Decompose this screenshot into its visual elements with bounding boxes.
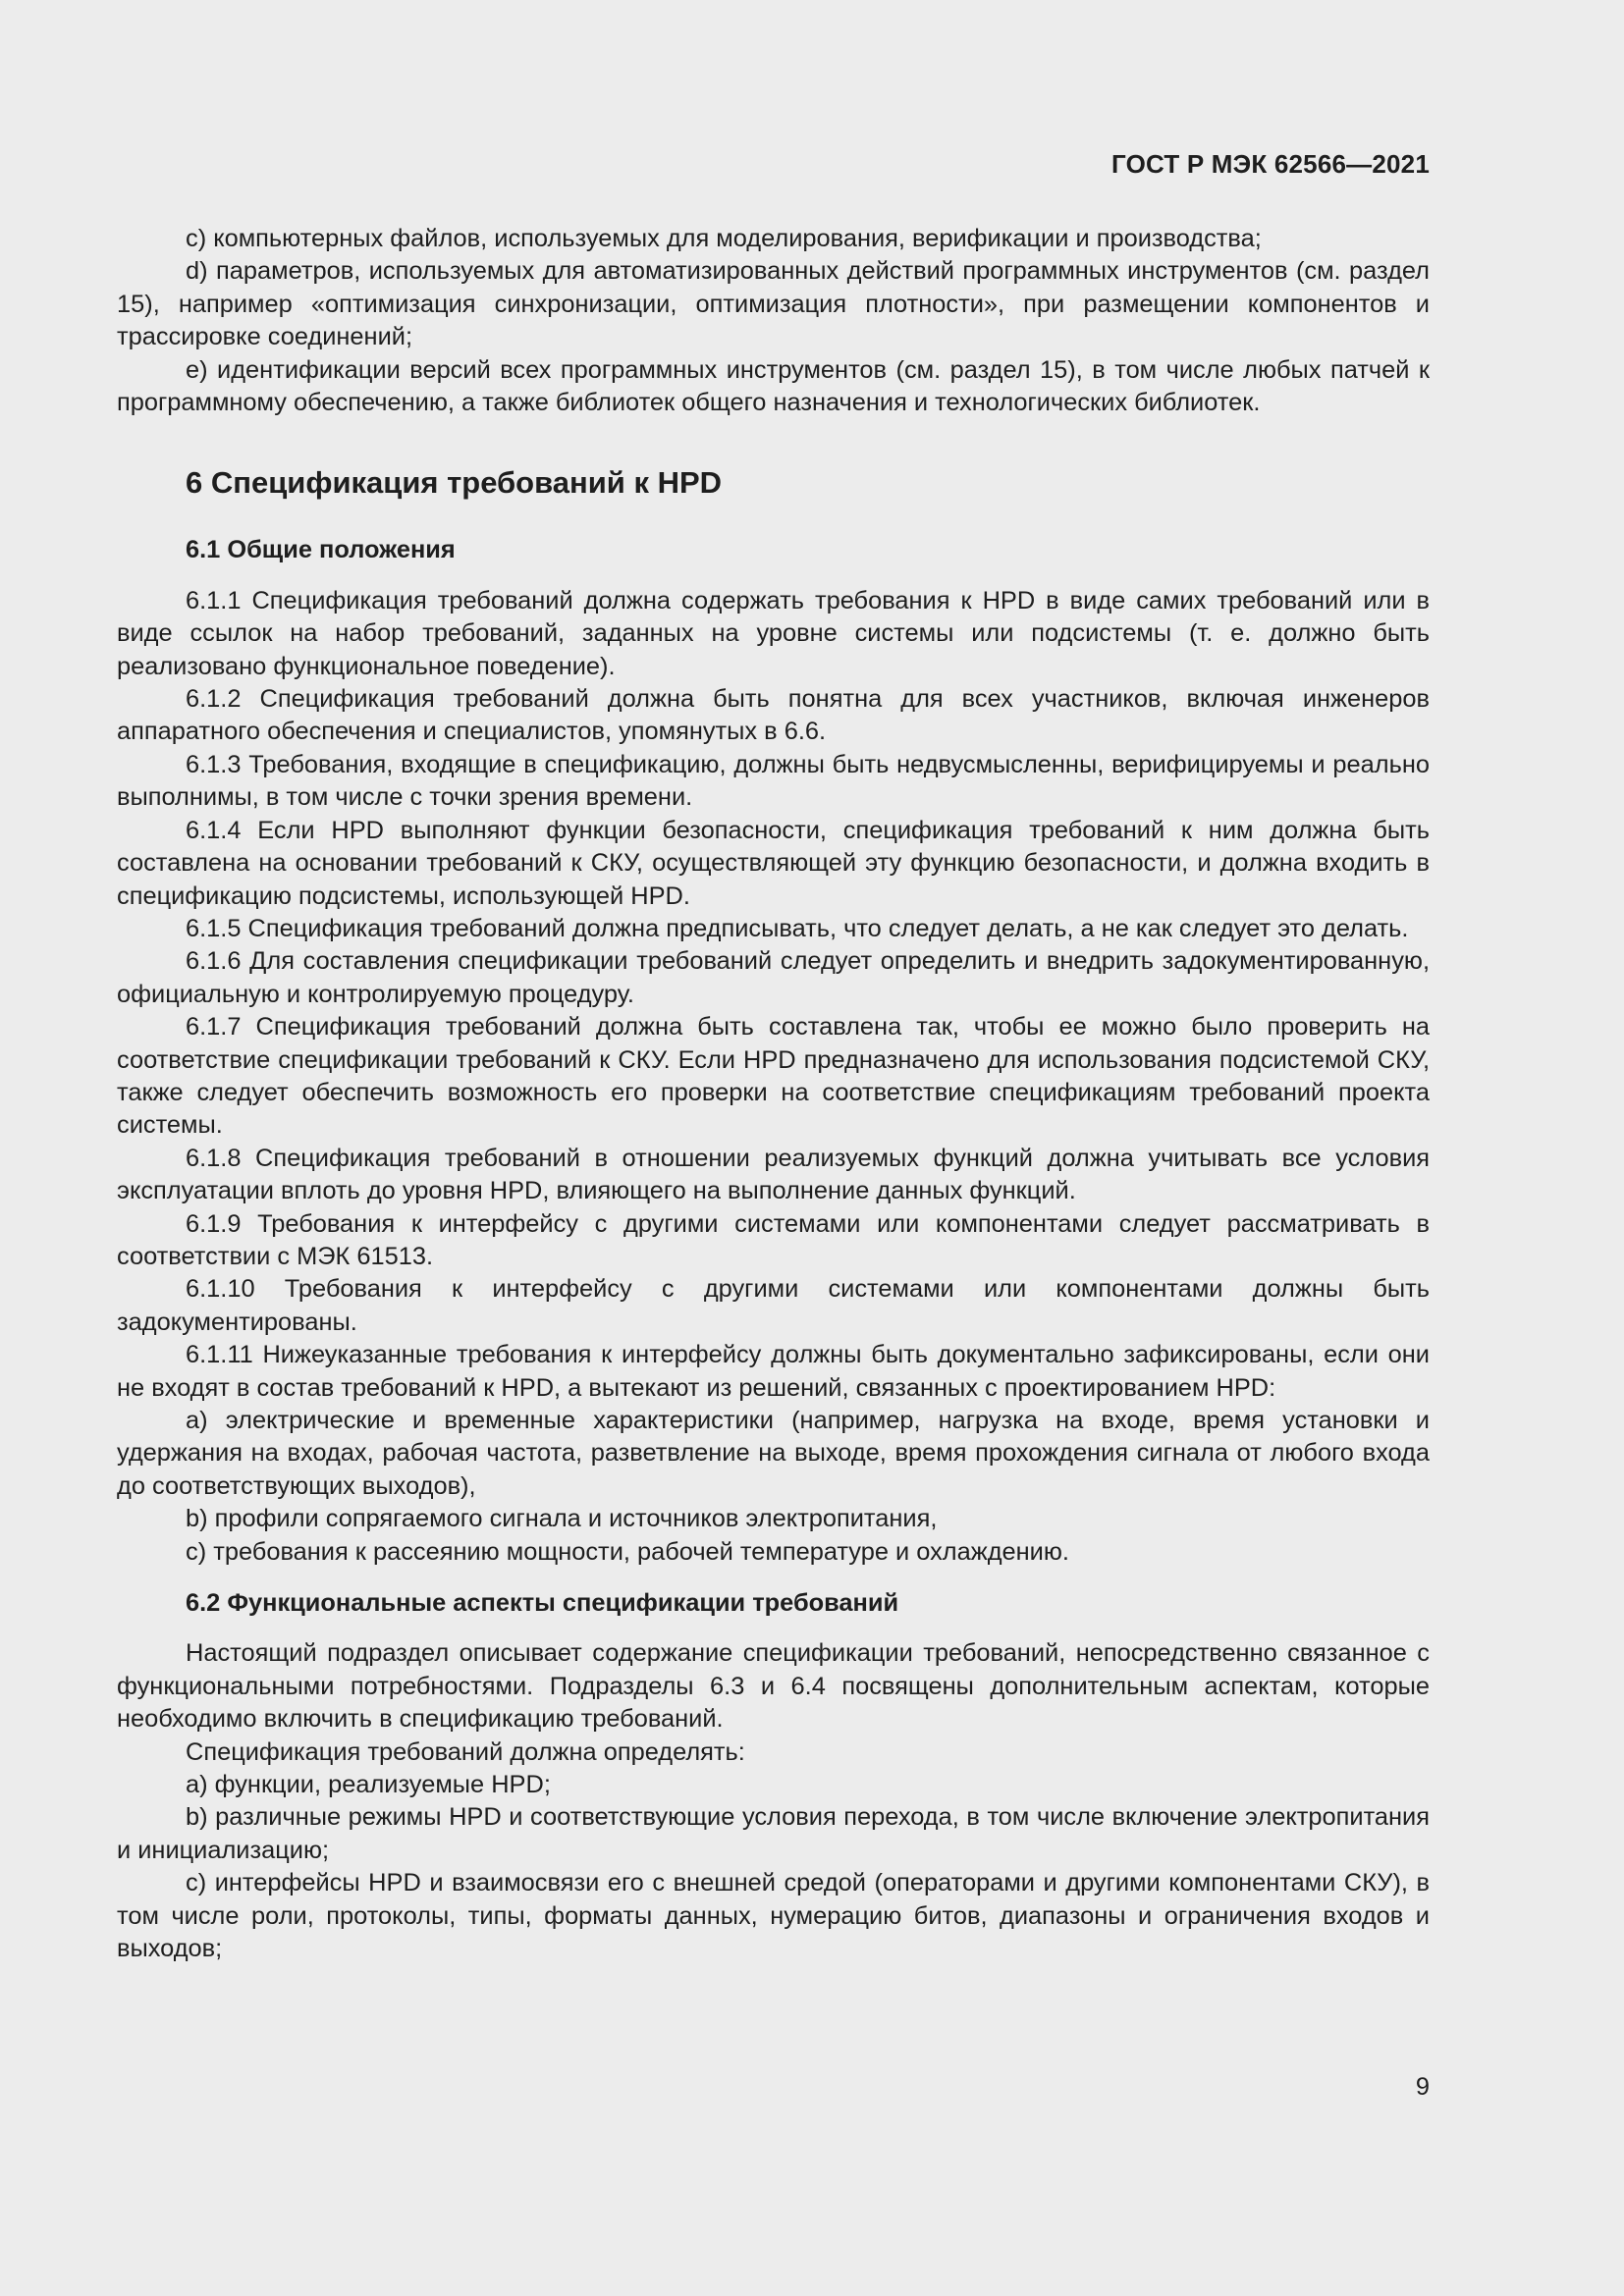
running-header-standard-code: ГОСТ Р МЭК 62566—2021 bbox=[1110, 149, 1430, 179]
paragraph-6-1-3: 6.1.3 Требования, входящие в спецификацию, должны быть недвусмысленны, верифицируемы и реально выполнимы, в том числе с точки зрения времени. bbox=[117, 750, 1430, 812]
list-item-6-2-c: с) интерфейсы HPD и взаимосвязи его с внешней средой (операторами и другими компонентами СКУ), в том числе роли, протоколы, типы, форматы данных, нумерацию битов, диапазоны и ограничения входов и выходов; bbox=[117, 1869, 1430, 1963]
paragraph-6-1-6: 6.1.6 Для составления спецификации требований следует определить и внедрить задокументированную, официальную и контролируемую процедуру. bbox=[117, 947, 1430, 1008]
list-item-6-1-11-c: с) требования к рассеянию мощности, рабочей температуре и охлаждению. bbox=[186, 1537, 1069, 1566]
section-6-heading: 6 Спецификация требований к HPD bbox=[186, 465, 723, 501]
list-item-6-1-11-b: b) профили сопрягаемого сигнала и источников электропитания, bbox=[186, 1505, 938, 1533]
paragraph-6-1-11: 6.1.11 Нижеуказанные требования к интерфейсу должны быть документально зафиксированы, если они не входят в состав требований к HPD, а вытекают из решений, связанных с проектированием HPD: bbox=[117, 1341, 1430, 1402]
paragraph-6-1-10: 6.1.10 Требования к интерфейсу с другими системами или компонентами должны быть задокументированы. bbox=[117, 1275, 1430, 1336]
paragraph-6-1-9: 6.1.9 Требования к интерфейсу с другими системами или компонентами следует рассматривать в соответствии с МЭК 61513. bbox=[117, 1209, 1430, 1270]
list-item-6-2-b: b) различные режимы HPD и соответствующие условия перехода, в том числе включение электропитания и инициализацию; bbox=[117, 1803, 1430, 1864]
list-item-6-1-11-a: а) электрические и временные характеристики (например, нагрузка на входе, время установки и удержания на входах, рабочая частота, разветвление на выходе, время прохождения сигнала от любого входа до соответствующих выходов), bbox=[117, 1407, 1430, 1500]
list-item-6-2-a: а) функции, реализуемые HPD; bbox=[186, 1771, 551, 1799]
paragraph-6-1-8: 6.1.8 Спецификация требований в отношении реализуемых функций должна учитывать все условия эксплуатации вплоть до уровня HPD, влияющего на выполнение данных функций. bbox=[117, 1144, 1430, 1205]
paragraph-6-2-intro: Настоящий подраздел описывает содержание спецификации требований, непосредственно связанное с функциональными потребностями. Подразделы 6.3 и 6.4 посвящены дополнительным аспектам, которые необходимо включить в спецификацию требований. bbox=[117, 1639, 1430, 1734]
paragraph-6-1-4: 6.1.4 Если HPD выполняют функции безопасности, спецификация требований к ним должна быть составлена на основании требований к СКУ, осуществляющей эту функцию безопасности, и должна входить в спецификацию подсистемы, использующей HPD. bbox=[117, 816, 1430, 910]
paragraph-6-1-2: 6.1.2 Спецификация требований должна быть понятна для всех участников, включая инженеров аппаратного обеспечения и специалистов, упомянутых в 6.6. bbox=[117, 685, 1430, 746]
paragraph-6-1-7: 6.1.7 Спецификация требований должна быть составлена так, чтобы ее можно было проверить на соответствие спецификации требований к СКУ. Если HPD предназначено для использования подсистемой СКУ, также следует обеспечить возможность его проверки на соответствие спецификациям требований проекта системы. bbox=[117, 1013, 1430, 1140]
document-body bbox=[117, 223, 1430, 1966]
list-item-d-intro: d) параметров, используемых для автоматизированных действий программных инструментов (см. раздел 15), например «оптимизация синхронизации, оптимизация плотности», при размещении компонентов и трассировке соединений; bbox=[117, 257, 1430, 351]
list-item-e-intro: е) идентификации версий всех программных инструментов (см. раздел 15), в том числе любых патчей к программному обеспечению, а также библиотек общего назначения и технологических библиотек. bbox=[117, 355, 1430, 417]
paragraph-6-1-5: 6.1.5 Спецификация требований должна предписывать, что следует делать, а не как следует это делать. bbox=[186, 914, 1409, 942]
page-number: 9 bbox=[1415, 2073, 1430, 2101]
subsection-6-1-heading: 6.1 Общие положения bbox=[186, 536, 456, 564]
list-item-c-intro: с) компьютерных файлов, используемых для моделирования, верификации и производства; bbox=[186, 225, 1262, 252]
subsection-6-2-heading: 6.2 Функциональные аспекты спецификации требований bbox=[186, 1589, 899, 1618]
paragraph-6-2-lead: Спецификация требований должна определять: bbox=[186, 1737, 745, 1766]
paragraph-6-1-1: 6.1.1 Спецификация требований должна содержать требования к HPD в виде самих требований или в виде ссылок на набор требований, заданных на уровне системы или подсистемы (т. е. должно быть реализовано функциональное поведение). bbox=[117, 586, 1430, 680]
